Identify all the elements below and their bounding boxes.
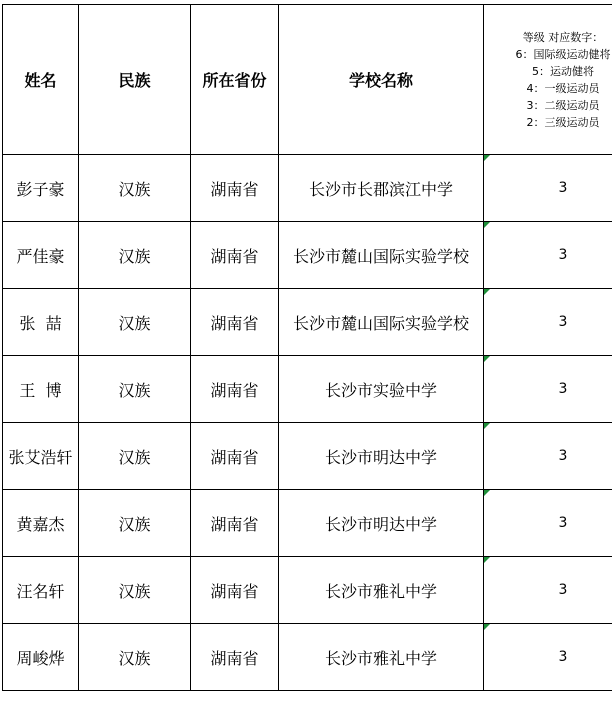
cell-province[interactable]: 湖南省: [191, 490, 279, 557]
cell-name[interactable]: 黄嘉杰: [3, 490, 79, 557]
cell-marker-icon: [484, 557, 490, 563]
cell-marker-icon: [484, 490, 490, 496]
cell-province[interactable]: 湖南省: [191, 423, 279, 490]
cell-grade[interactable]: [484, 356, 612, 423]
cell-school[interactable]: 长沙市长郡滨江中学: [279, 155, 484, 222]
cell-school[interactable]: 长沙市雅礼中学: [279, 557, 484, 624]
cell-grade-value: 3: [558, 180, 568, 196]
cell-school[interactable]: 长沙市麓山国际实验学校: [279, 222, 484, 289]
cell-ethnicity[interactable]: 汉族: [79, 557, 191, 624]
cell-school[interactable]: 长沙市雅礼中学: [279, 624, 484, 691]
cell-name[interactable]: 张艾浩轩: [3, 423, 79, 490]
table-row: [3, 222, 612, 289]
grade-legend-line: 5：运动健将: [532, 64, 594, 78]
athlete-table: [2, 4, 612, 691]
cell-name[interactable]: 汪名轩: [3, 557, 79, 624]
cell-school[interactable]: 长沙市明达中学: [279, 423, 484, 490]
cell-grade[interactable]: [484, 490, 612, 557]
cell-grade[interactable]: [484, 557, 612, 624]
grade-legend-line: 4：一级运动员: [526, 81, 600, 95]
cell-name[interactable]: 彭子豪: [3, 155, 79, 222]
cell-ethnicity[interactable]: 汉族: [79, 222, 191, 289]
cell-ethnicity[interactable]: 汉族: [79, 423, 191, 490]
cell-school[interactable]: 长沙市实验中学: [279, 356, 484, 423]
cell-grade[interactable]: [484, 155, 612, 222]
cell-province[interactable]: 湖南省: [191, 155, 279, 222]
cell-marker-icon: [484, 356, 490, 362]
table-row: [3, 423, 612, 490]
cell-ethnicity[interactable]: 汉族: [79, 155, 191, 222]
cell-marker-icon: [484, 289, 490, 295]
cell-ethnicity[interactable]: 汉族: [79, 490, 191, 557]
cell-ethnicity[interactable]: 汉族: [79, 356, 191, 423]
cell-marker-icon: [484, 423, 490, 429]
cell-name[interactable]: 严佳豪: [3, 222, 79, 289]
cell-ethnicity[interactable]: 汉族: [79, 624, 191, 691]
grade-legend-line: 3：二级运动员: [526, 98, 600, 112]
table-row: [3, 490, 612, 557]
cell-grade[interactable]: [484, 423, 612, 490]
header-grade-legend[interactable]: [484, 5, 612, 155]
header-ethnicity[interactable]: 民族: [79, 5, 191, 155]
cell-grade-value: 3: [558, 448, 568, 464]
cell-name[interactable]: 张 喆: [3, 289, 79, 356]
cell-grade-value: 3: [558, 381, 568, 397]
header-name[interactable]: 姓名: [3, 5, 79, 155]
cell-province[interactable]: 湖南省: [191, 557, 279, 624]
grade-legend-line: 6：国际级运动健将: [515, 47, 611, 61]
grade-legend-title: 等级 对应数字：: [522, 30, 604, 44]
cell-name[interactable]: 王 博: [3, 356, 79, 423]
cell-province[interactable]: 湖南省: [191, 624, 279, 691]
cell-marker-icon: [484, 155, 490, 161]
table-row: [3, 289, 612, 356]
table-row: [3, 624, 612, 691]
cell-province[interactable]: 湖南省: [191, 356, 279, 423]
cell-province[interactable]: 湖南省: [191, 222, 279, 289]
cell-grade-value: 3: [558, 515, 568, 531]
header-province[interactable]: 所在省份: [191, 5, 279, 155]
grade-legend-line: 2：三级运动员: [526, 115, 600, 129]
cell-ethnicity[interactable]: 汉族: [79, 289, 191, 356]
cell-grade[interactable]: [484, 624, 612, 691]
cell-grade-value: 3: [558, 582, 568, 598]
cell-school[interactable]: 长沙市麓山国际实验学校: [279, 289, 484, 356]
table-row: [3, 155, 612, 222]
cell-grade[interactable]: [484, 222, 612, 289]
header-school[interactable]: 学校名称: [279, 5, 484, 155]
table-row: [3, 356, 612, 423]
cell-province[interactable]: 湖南省: [191, 289, 279, 356]
cell-name[interactable]: 周峻烨: [3, 624, 79, 691]
cell-school[interactable]: 长沙市明达中学: [279, 490, 484, 557]
header-row: [3, 5, 612, 155]
cell-grade-value: 3: [558, 314, 568, 330]
cell-grade-value: 3: [558, 247, 568, 263]
cell-marker-icon: [484, 624, 490, 630]
cell-grade-value: 3: [558, 649, 568, 665]
table-row: [3, 557, 612, 624]
cell-marker-icon: [484, 222, 490, 228]
cell-grade[interactable]: [484, 289, 612, 356]
